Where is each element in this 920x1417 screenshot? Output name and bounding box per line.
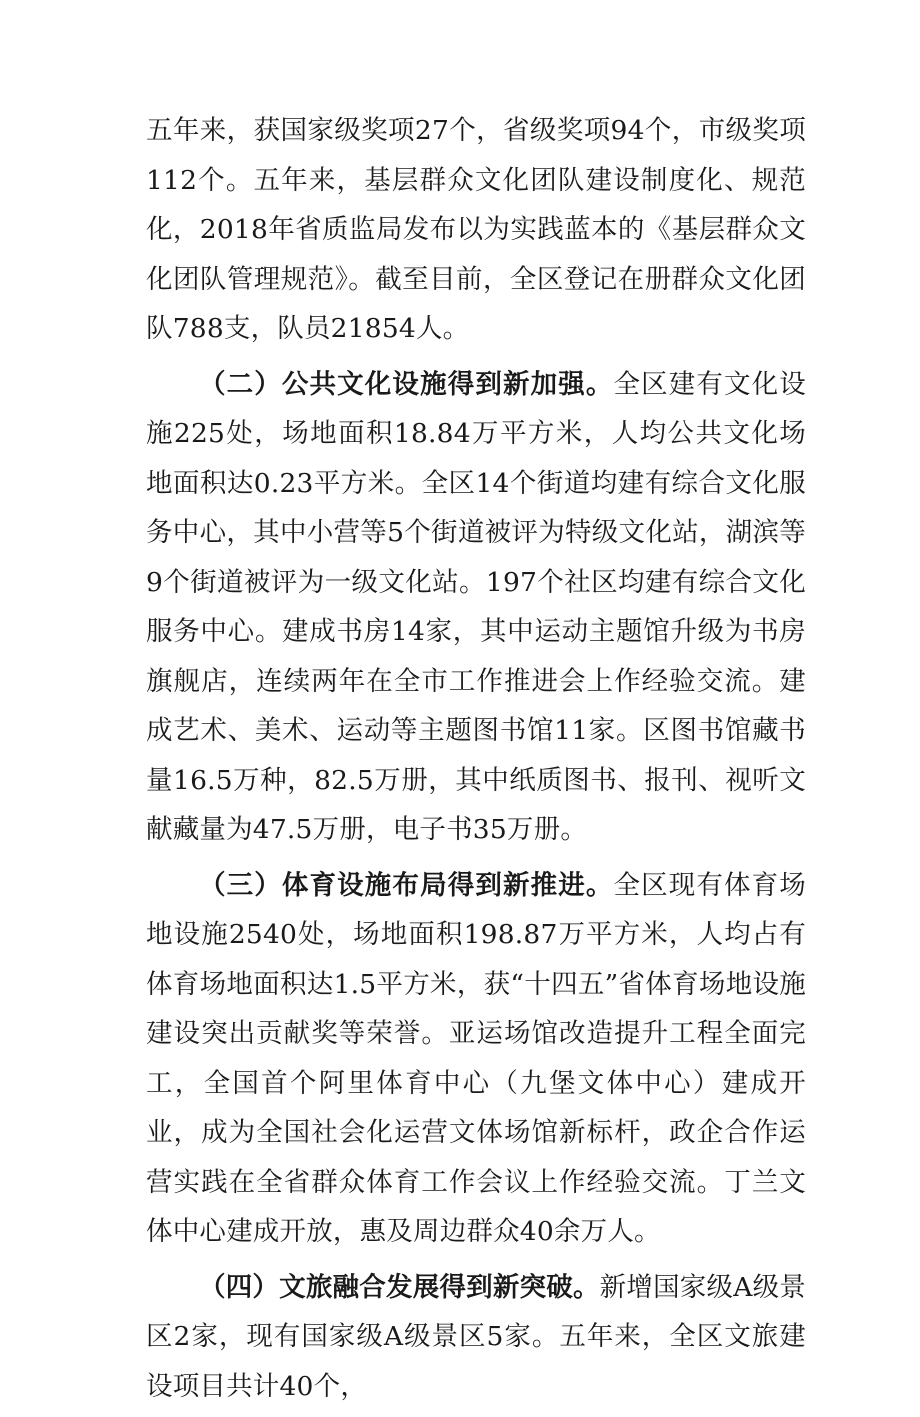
paragraph-heading: （二）公共文化设施得到新加强。 (199, 368, 614, 400)
paragraph-text: 全区现有体育场地设施2540处，场地面积198.87万平方米，人均占有体育场地面积达1.5平方米，获“十四五”省体育场地设施建设突出贡献奖等荣誉。亚运场馆改造提升工程全面完工，全国首个阿里体育中心（九堡文体中心）建成开业，成为全国社会化运营文体场馆新标杆，政企合作运营实践在全省群众体育工作会议上作经验交流。丁兰文体中心建成开放，惠及周边群众40余万人。 (146, 869, 806, 1247)
document-body (146, 106, 806, 1417)
paragraph-culture-tourism (146, 1263, 806, 1412)
paragraph-text: 新增国家级A级景区2家，现有国家级A级景区5家。五年来，全区文旅建设项目共计40个， (146, 1271, 806, 1402)
paragraph-awards (146, 106, 806, 354)
paragraph-sports-facilities (146, 861, 806, 1257)
paragraph-public-culture-facilities (146, 360, 806, 855)
paragraph-text: 五年来，获国家级奖项27个，省级奖项94个，市级奖项112个。五年来，基层群众文化团队建设制度化、规范化，2018年省质监局发布以为实践蓝本的《基层群众文化团队管理规范》。截至目前，全区登记在册群众文化团队788支，队员21854人。 (146, 115, 806, 344)
paragraph-text: 全区建有文化设施225处，场地面积18.84万平方米，人均公共文化场地面积达0.23平方米。全区14个街道均建有综合文化服务中心，其中小营等5个街道被评为特级文化站，湖滨等9个街道被评为一级文化站。197个社区均建有综合文化服务中心。建成书房14家，其中运动主题馆升级为书房旗舰店，连续两年在全市工作推进会上作经验交流。建成艺术、美术、运动等主题图书馆11家。区图书馆藏书量16.5万种，82.5万册，其中纸质图书、报刊、视听文献藏量为47.5万册，电子书35万册。 (146, 368, 806, 845)
paragraph-heading: （三）体育设施布局得到新推进。 (199, 869, 614, 901)
paragraph-heading: （四）文旅融合发展得到新突破。 (199, 1271, 600, 1303)
